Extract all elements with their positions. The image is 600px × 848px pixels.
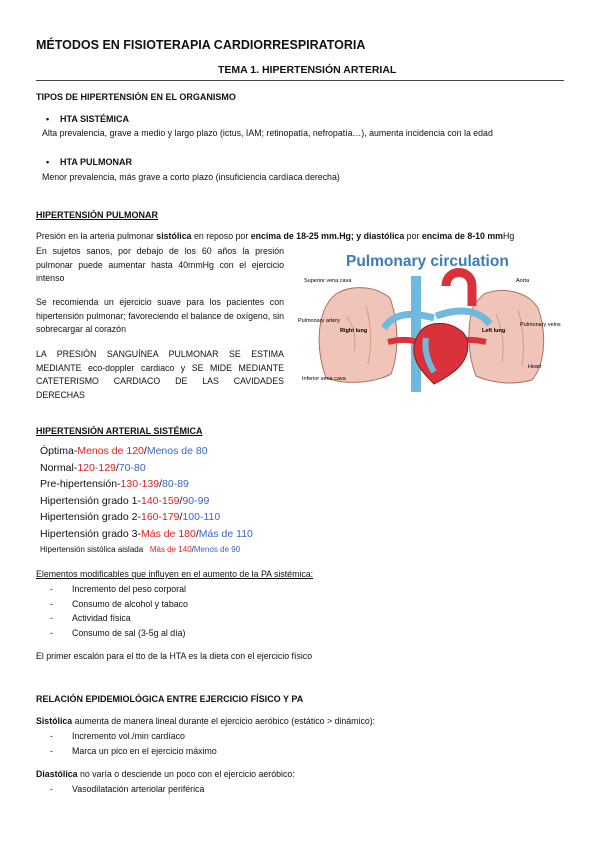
label-heart: Heart <box>528 364 542 370</box>
list-item-text: Marca un pico en el ejercicio máximo <box>72 745 217 756</box>
document-title: MÉTODOS EN FISIOTERAPIA CARDIORRESPIRATORIA <box>36 38 366 52</box>
bp-category-name: Hipertensión grado 1- <box>40 494 141 507</box>
label-pulmonary-artery: Pulmonary artery <box>298 318 340 324</box>
pulmonary-paragraph-3: LA PRESIÓN SANGUÍNEA PULMONAR SE ESTIMA MEDIANTE eco-doppler cardiaco y SE MIDE MEDIANTE CATETERISMO CARDIACO DE LAS CAVIDADES DERECHAS <box>36 349 284 400</box>
dash-icon: - <box>50 784 53 794</box>
diastolic-response-text <box>36 768 295 782</box>
dash-icon: - <box>50 731 53 741</box>
text-span: por <box>404 231 422 241</box>
systolic-response-text <box>36 715 375 729</box>
bullet-icon: • <box>46 157 50 167</box>
bp-systolic-value: 140-159 <box>140 494 180 507</box>
hta-pulmonar-description: Menor prevalencia, más grave a corto plazo (insuficiencia cardíaca derecha) <box>42 172 340 182</box>
bp-systolic-value: 130-139 <box>120 478 160 490</box>
label-superior-vena-cava: Superior vena cava <box>304 278 352 284</box>
bp-separator: / <box>191 545 194 554</box>
diagram-title: Pulmonary circulation <box>346 253 509 270</box>
bp-category-name: Pre-hipertensión- <box>40 478 121 490</box>
right-lung-shape <box>319 288 397 383</box>
bp-separator: / <box>179 511 183 523</box>
list-item-text: Consumo de alcohol y tabaco <box>72 598 188 609</box>
list-item <box>36 729 217 744</box>
dash-icon: - <box>50 598 53 609</box>
list-item <box>36 782 204 797</box>
label-left-lung: Left lung <box>482 328 506 334</box>
bp-category-grado-1 <box>40 493 253 510</box>
pulmonary-circulation-diagram <box>296 246 564 396</box>
section-heading-tipos: TIPOS DE HIPERTENSIÓN EN EL ORGANISMO <box>36 92 236 102</box>
bp-systolic-value: 120-129 <box>77 461 116 474</box>
systolic-response-list <box>36 729 217 758</box>
list-item <box>36 626 188 641</box>
bp-diastolic-value: 90-99 <box>182 494 210 507</box>
pulmonary-paragraph-2: Se recomienda un ejercicio suave para los pacientes con hipertensión pulmonar; favoreciendo el balance de oxígeno, sin sobrecargar al corazón <box>36 297 284 334</box>
text-bold: Sistólica <box>36 716 73 726</box>
label-pulmonary-veins: Pulmonary veins <box>520 322 561 328</box>
bp-category-name: Normal- <box>40 461 78 474</box>
section-heading-relacion: RELACIÓN EPIDEMIOLÓGICA ENTRE EJERCICIO FÍSICO Y PA <box>36 694 304 704</box>
bp-category-sistolica-aislada <box>40 542 253 559</box>
bp-category-grado-2 <box>40 509 253 526</box>
bullet-label: HTA PULMONAR <box>60 157 132 167</box>
section-heading-sistemica: HIPERTENSIÓN ARTERIAL SISTÉMICA <box>36 426 203 436</box>
bp-diastolic-value: Más de 110 <box>198 527 253 540</box>
header-divider <box>36 80 564 81</box>
modifiable-factors-list <box>36 582 188 640</box>
dash-icon: - <box>50 745 53 756</box>
list-item-text: Vasodilatación arteriolar periférica <box>72 784 205 794</box>
bp-diastolic-value: 100-110 <box>182 511 221 523</box>
diastolic-response-list <box>36 782 204 797</box>
bp-separator: / <box>179 494 183 507</box>
bp-category-name: Hipertensión sistólica aislada <box>40 545 144 554</box>
text-span: aumenta de manera lineal durante el ejercicio aeróbico (estático > dinámico): <box>72 716 376 726</box>
label-aorta: Aorta <box>516 278 530 284</box>
bp-separator: / <box>195 527 199 540</box>
bp-category-name: Hipertensión grado 2- <box>40 511 141 523</box>
list-item <box>36 597 188 612</box>
bp-category-name: Óptima- <box>40 445 78 457</box>
pulmonary-paragraph-1: En sujetos sanos, por debajo de los 60 años la presión pulmonar puede aumentar hasta 40mmHg con el ejercicio intenso <box>36 246 284 283</box>
bp-category-optima <box>40 443 253 460</box>
bp-diastolic-value: 70-80 <box>118 461 146 474</box>
text-span: Hg <box>503 231 515 241</box>
bp-diastolic-value: 80-89 <box>162 478 189 490</box>
treatment-note: El primer escalón para el tto de la HTA es la dieta con el ejercicio físico <box>36 651 313 661</box>
text-span: en reposo por <box>191 231 251 241</box>
bp-systolic-value: 160-179 <box>140 511 180 523</box>
bp-separator: / <box>115 461 119 474</box>
label-inferior-vena-cava: Inferior vena cava <box>302 376 346 382</box>
list-item <box>36 611 188 626</box>
bp-classification-list <box>40 443 253 559</box>
list-item-text: Actividad física <box>72 613 131 623</box>
text-bold: encima de 18-25 mm.Hg; y diastólica <box>250 231 405 241</box>
pulmonary-pressure-definition <box>36 230 514 244</box>
text-bold: encima de 8-10 mm <box>421 231 504 241</box>
label-right-lung: Right lung <box>340 328 368 334</box>
bp-category-prehipertension <box>40 476 253 493</box>
bp-diastolic-value: Menos de 80 <box>146 445 208 457</box>
list-item-text: Incremento vol./min cardíaco <box>72 731 185 741</box>
bp-diastolic-value: Menos de 90 <box>193 545 241 554</box>
bp-separator: / <box>159 478 163 490</box>
hta-sistemica-description: Alta prevalencia, grave a medio y largo plazo (ictus, IAM; retinopatía, nefropatía…), aumenta incidencia con la edad <box>42 128 493 138</box>
bp-separator: / <box>143 445 147 457</box>
list-item-text: Incremento del peso corporal <box>72 584 186 594</box>
text-bold: Diastólica <box>36 769 78 779</box>
bullet-icon: • <box>46 114 50 124</box>
bp-category-name: Hipertensión grado 3- <box>40 527 141 540</box>
bp-systolic-value: Menos de 120 <box>77 445 144 457</box>
text-bold: sistólica <box>156 231 192 241</box>
list-item <box>36 744 217 759</box>
bullet-label: HTA SISTÉMICA <box>60 114 129 124</box>
bp-category-normal <box>40 460 253 477</box>
bp-category-grado-3 <box>40 526 253 543</box>
text-span: no varía o desciende un poco con el ejercicio aeróbico: <box>77 769 295 779</box>
modifiable-factors-heading: Elementos modificables que influyen en el aumento de la PA sistémica: <box>36 569 314 579</box>
dash-icon: - <box>50 584 53 594</box>
section-heading-pulmonar: HIPERTENSIÓN PULMONAR <box>36 210 159 220</box>
bp-systolic-value: Más de 180 <box>140 527 196 540</box>
bp-systolic-value: Más de 140 <box>149 545 192 554</box>
list-item-text: Consumo de sal (3-5g al día) <box>72 627 186 638</box>
dash-icon: - <box>50 627 53 638</box>
bullet-hta-pulmonar <box>46 157 132 167</box>
text-span: Presión en la arteria pulmonar <box>36 231 157 241</box>
dash-icon: - <box>50 613 53 623</box>
list-item <box>36 582 188 597</box>
bullet-hta-sistemica <box>46 114 129 124</box>
document-subtitle: TEMA 1. HIPERTENSIÓN ARTERIAL <box>218 64 397 76</box>
